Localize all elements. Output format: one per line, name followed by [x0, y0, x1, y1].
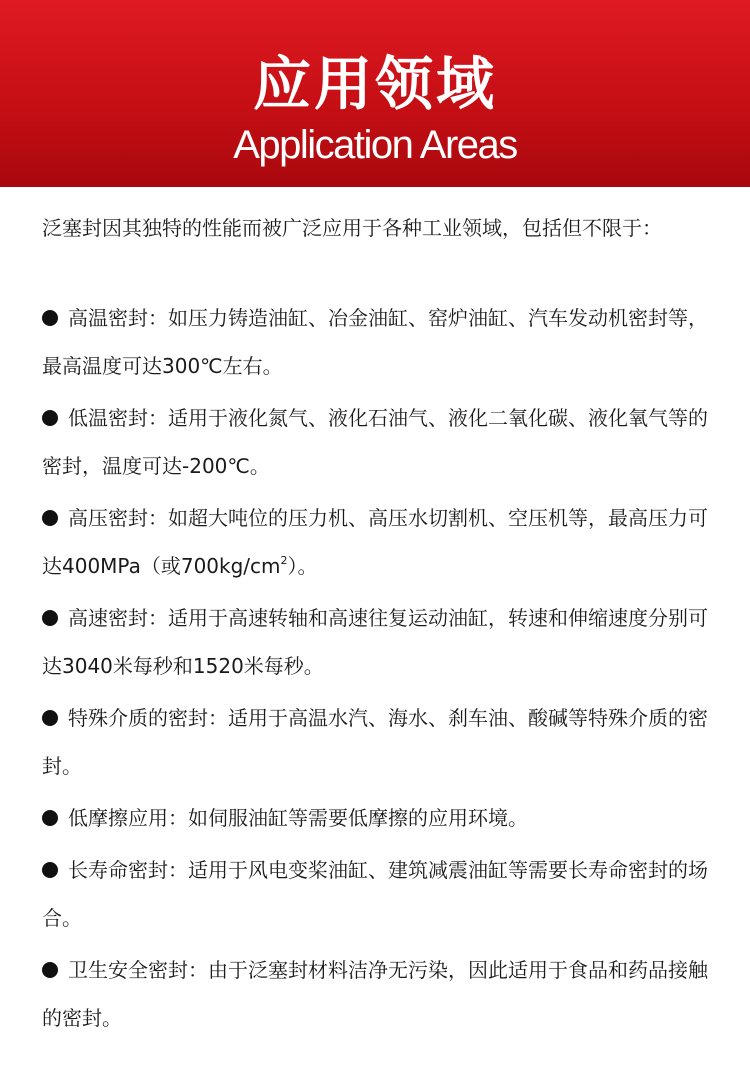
bullet-icon	[42, 510, 58, 526]
item-text: 适用于高温水汽、海水、刹车油、酸碱等特殊介质的密封。	[42, 706, 708, 778]
list-item	[42, 946, 708, 1042]
header-banner	[0, 0, 750, 187]
bullet-icon	[42, 710, 58, 726]
item-text: 如伺服油缸等需要低摩擦的应用环境。	[188, 806, 528, 830]
intro-paragraph: 泛塞封因其独特的性能而被广泛应用于各种工业领域，包括但不限于：	[42, 216, 662, 240]
page-title: 应用领域	[252, 50, 497, 118]
list-item	[42, 594, 708, 690]
bullet-icon	[42, 862, 58, 878]
bullet-icon	[42, 810, 58, 826]
item-label: 卫生安全密封：	[68, 958, 208, 982]
list-item	[42, 294, 708, 390]
item-label: 高速密封：	[68, 606, 168, 630]
item-label: 低温密封：	[68, 406, 168, 430]
item-label: 低摩擦应用：	[68, 806, 188, 830]
list-item	[42, 794, 708, 842]
item-label: 高压密封：	[68, 506, 168, 530]
list-item	[42, 846, 708, 942]
application-list	[42, 294, 708, 1042]
bullet-icon	[42, 962, 58, 978]
list-item	[42, 694, 708, 790]
bullet-icon	[42, 610, 58, 626]
page-subtitle: Application Areas	[233, 123, 517, 167]
bullet-icon	[42, 410, 58, 426]
item-label: 长寿命密封：	[68, 858, 188, 882]
list-item	[42, 494, 708, 590]
list-item	[42, 394, 708, 490]
superscript: 2	[280, 554, 288, 567]
content-body	[0, 204, 750, 1042]
item-label: 特殊介质的密封：	[68, 706, 228, 730]
item-text: 适用于液化氮气、液化石油气、液化二氧化碳、液化氧气等的密封，温度可达-200℃。	[42, 406, 708, 478]
item-text: 如超大吨位的压力机、高压水切割机、空压机等，最高压力可达400MPa（或700kg/cm	[42, 506, 708, 578]
item-text: 如压力铸造油缸、冶金油缸、窑炉油缸、汽车发动机密封等，最高温度可达300℃左右。	[42, 306, 708, 378]
item-label: 高温密封：	[68, 306, 168, 330]
item-suffix: ）。	[287, 554, 318, 578]
item-text: 由于泛塞封材料洁净无污染，因此适用于食品和药品接触的密封。	[42, 958, 708, 1030]
item-text: 适用于高速转轴和高速往复运动油缸，转速和伸缩速度分别可达3040米每秒和1520米每秒。	[42, 606, 708, 678]
bullet-icon	[42, 310, 58, 326]
item-text: 适用于风电变桨油缸、建筑减震油缸等需要长寿命密封的场合。	[42, 858, 708, 930]
